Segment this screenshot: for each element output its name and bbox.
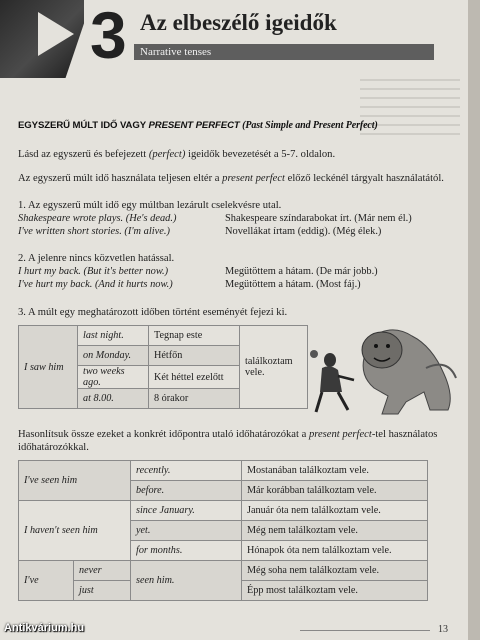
watermark-logo: Antikvárium.hu xyxy=(4,622,85,634)
rule-1-example-hu: Novellákat írtam (eddig). (Még élek.) xyxy=(225,226,382,237)
specific-time-table xyxy=(18,325,308,409)
table-subject: I haven't seen him xyxy=(19,501,131,561)
time-translation: Hétfőn xyxy=(149,346,240,366)
rule-1-example-en: Shakespeare wrote plays. (He's dead.) xyxy=(18,213,177,224)
adverb-cell: for months. xyxy=(131,541,242,561)
adverb-cell: just xyxy=(74,581,131,601)
present-perfect-adverb-table xyxy=(18,460,428,601)
translation-cell: Épp most találkoztam vele. xyxy=(242,581,428,601)
table-subject: I saw him xyxy=(19,326,78,409)
intro-paragraph-2: Az egyszerű múlt idő használata teljesen eltér a present perfect előző leckénél tárgyalt használatától. xyxy=(18,173,444,184)
adverb-cell: since January. xyxy=(131,501,242,521)
rule-1-example-en: I've written short stories. (I'm alive.) xyxy=(18,226,170,237)
lion-illustration xyxy=(308,318,458,418)
translation-cell: Mostanában találkoztam vele. xyxy=(242,461,428,481)
section-heading xyxy=(18,120,378,131)
rule-1-example-hu: Shakespeare színdarabokat írt. (Már nem él.) xyxy=(225,213,412,224)
bleed-through-text xyxy=(360,72,460,142)
rule-3-title: 3. A múlt egy meghatározott időben történt eseményét fejezi ki. xyxy=(18,307,288,318)
adverb-cell: yet. xyxy=(131,521,242,541)
time-translation: Két héttel ezelőtt xyxy=(149,366,240,389)
rule-1-title: 1. Az egyszerű múlt idő egy múltban lezárult cselekvésre utal. xyxy=(18,200,282,211)
time-expression: two weeks ago. xyxy=(78,366,149,389)
time-expression: on Monday. xyxy=(78,346,149,366)
translation-cell: Már korábban találkoztam vele. xyxy=(242,481,428,501)
adverb-cell: recently. xyxy=(131,461,242,481)
corner-photo xyxy=(0,0,84,78)
rule-2-example-hu: Megütöttem a hátam. (De már jobb.) xyxy=(225,266,378,277)
time-translation: 8 órakor xyxy=(149,389,240,409)
lion-figure xyxy=(362,330,456,414)
chapter-title: Az elbeszélő igeidők xyxy=(140,10,337,35)
translation-cell: Még nem találkoztam vele. xyxy=(242,521,428,541)
translation-cell: Még soha nem találkoztam vele. xyxy=(242,561,428,581)
translation-cell: Január óta nem találkoztam vele. xyxy=(242,501,428,521)
man-figure xyxy=(310,350,354,412)
table-verb: seen him. xyxy=(131,561,242,601)
time-expression: last night. xyxy=(78,326,149,346)
time-expression: at 8.00. xyxy=(78,389,149,409)
table-subject: I've seen him xyxy=(19,461,131,501)
next-page-edge xyxy=(468,0,480,640)
rule-2-example-hu: Megütöttem a hátam. (Most fáj.) xyxy=(225,279,361,290)
table-subject: I've xyxy=(19,561,74,601)
table-verb: találkoztam vele. xyxy=(240,326,308,409)
page-number: 13 xyxy=(438,624,448,635)
rule-2-title: 2. A jelenre nincs közvetlen hatással. xyxy=(18,253,175,264)
rule-2-example-en: I hurt my back. (But it's better now.) xyxy=(18,266,169,277)
chapter-subtitle: Narrative tenses xyxy=(134,44,434,60)
adverb-cell: never xyxy=(74,561,131,581)
adverb-cell: before. xyxy=(131,481,242,501)
time-translation: Tegnap este xyxy=(149,326,240,346)
heading-main: EGYSZERŰ MÚLT IDŐ VAGY xyxy=(18,120,149,131)
chapter-number: 3 xyxy=(90,0,127,72)
comparison-paragraph: Hasonlítsuk össze ezeket a konkrét időpontra utaló időhatározókat a present perfect-tel használatos időhatározókkal. xyxy=(18,429,438,453)
rule-2-example-en: I've hurt my back. (And it hurts now.) xyxy=(18,279,173,290)
footer-rule xyxy=(300,630,430,631)
intro-paragraph-1: Lásd az egyszerű és befejezett (perfect) igeidők bevezetését a 5-7. oldalon. xyxy=(18,149,336,160)
translation-cell: Hónapok óta nem találkoztam vele. xyxy=(242,541,428,561)
heading-italic: PRESENT PERFECT xyxy=(148,120,240,131)
triangle-arrow-icon xyxy=(38,12,74,56)
heading-sub: (Past Simple and Present Perfect) xyxy=(239,120,378,131)
